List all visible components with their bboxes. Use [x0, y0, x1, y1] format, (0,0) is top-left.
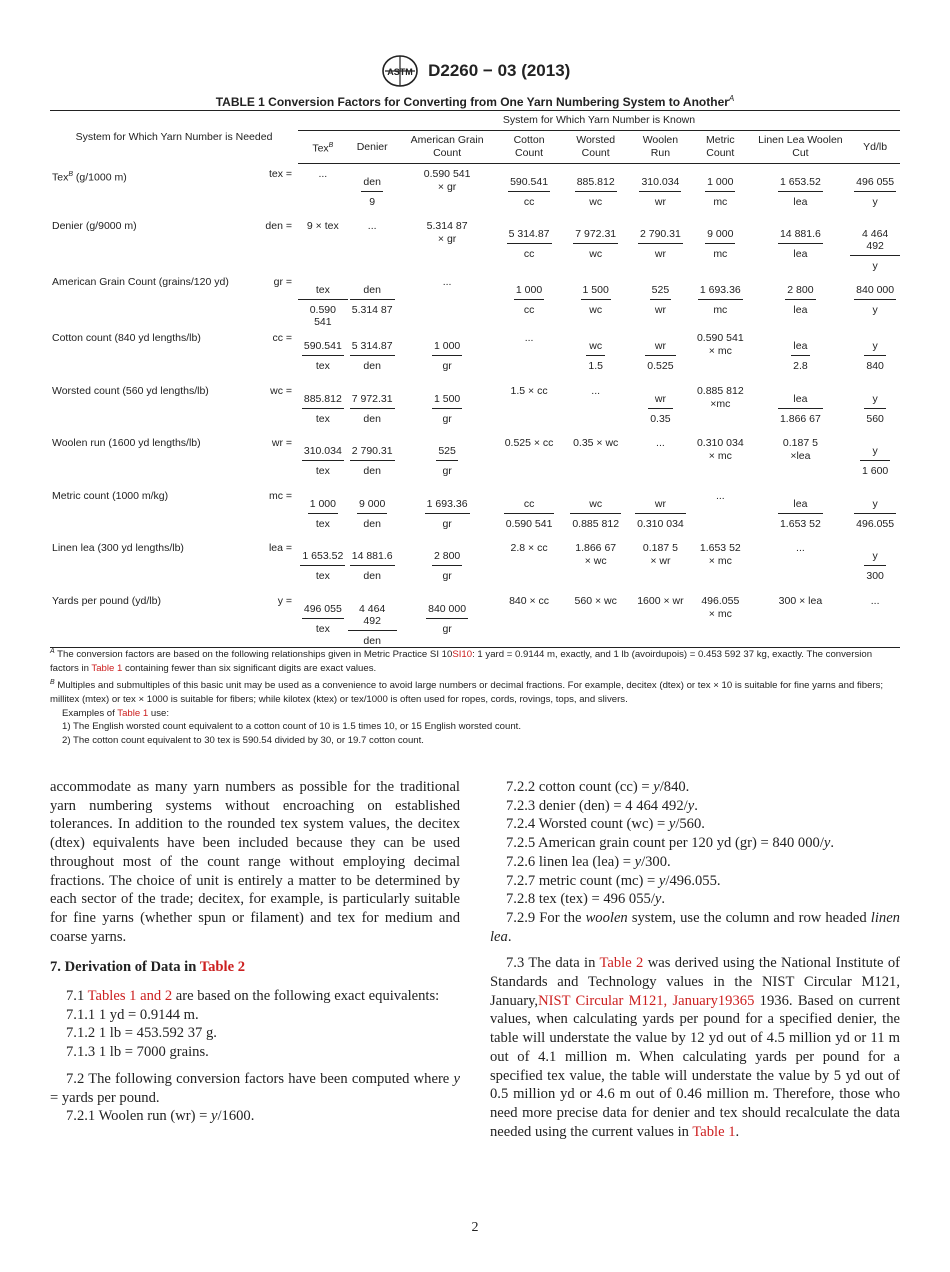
row-equation-symbol: lea =	[268, 542, 292, 555]
table-cell	[690, 164, 751, 217]
table-cell	[561, 272, 631, 328]
fraction: $\frac{\text{lea}}{1.653 52}$	[779, 497, 821, 530]
fraction: $\frac{590.541}{\text{tex}}$	[303, 340, 342, 373]
table-cell	[561, 216, 631, 272]
fraction: $\frac{wr}{0.35}$	[650, 392, 671, 425]
fraction: $\frac{wc}{1.5}$	[588, 340, 603, 373]
table-cell: 0.310 034 × mc	[696, 437, 744, 463]
row-equation-symbol: mc =	[268, 489, 292, 502]
fraction: $\frac{2 800}{\text{lea}}$	[787, 284, 814, 317]
fraction: $\frac{885.812}{\text{tex}}$	[303, 392, 342, 425]
fraction: $\frac{1 500}{wc}$	[582, 284, 609, 317]
paragraph-7-2-2: 7.2.2 cotton count (cc) = y/840.	[506, 779, 690, 795]
fraction: $\frac{310.034}{wr}$	[641, 176, 680, 208]
row-label: Cotton count (840 yd lengths/lb)	[52, 332, 201, 345]
table-cell	[298, 328, 348, 381]
fraction: $\frac{525}{gr}$	[438, 445, 456, 478]
fraction: $\frac{496 055}{y}$	[856, 176, 895, 208]
table-cell	[298, 433, 348, 486]
table-cell	[348, 164, 397, 217]
table-cell: 0.525 × cc	[504, 437, 554, 450]
table-cell	[850, 216, 900, 272]
table-cell	[298, 538, 348, 591]
table-cell	[850, 328, 900, 381]
table-cell	[850, 272, 900, 328]
tables-1-2-link[interactable]: Tables 1 and 2	[87, 988, 173, 1005]
col-header: Woolen Run	[631, 131, 690, 164]
fraction: $\frac{\text{tex}}{0.590 541}$	[298, 284, 348, 328]
row-equation-symbol: tex =	[268, 167, 292, 180]
table-cell	[631, 164, 690, 217]
fraction: $\frac{y}{560}$	[866, 392, 884, 425]
paragraph-7-1-2: 7.1.2 1 lb = 453.592 37 g.	[66, 1025, 217, 1042]
fraction: $\frac{\text{lea}}{1.866 67}$	[779, 392, 821, 425]
table-cell: ...	[850, 591, 900, 648]
fraction: $\frac{2 790.31}{wr}$	[639, 228, 681, 261]
paragraph-7-2-3: 7.2.3 denier (den) = 4 464 492/y.	[506, 797, 698, 814]
table-cell	[348, 328, 397, 381]
table-cell	[498, 272, 561, 328]
body-column-left	[50, 778, 460, 1126]
table-cell	[397, 328, 498, 381]
table-cell	[348, 538, 397, 591]
table-row	[50, 272, 900, 328]
col-header: Denier	[348, 131, 397, 164]
fraction: $\frac{7 972.31}{wc}$	[575, 228, 617, 261]
table-cell	[850, 164, 900, 217]
fraction: $\frac{496 055}{\text{tex}}$	[303, 603, 342, 636]
table-cell	[631, 216, 690, 272]
table-cell: ...	[656, 437, 665, 450]
fraction: $\frac{14 881.6}{\text{lea}}$	[779, 228, 821, 261]
row-equation-symbol: y =	[254, 591, 298, 648]
fraction: $\frac{wr}{0.525}$	[647, 340, 674, 373]
fraction: $\frac{1 693.36}{mc}$	[699, 284, 741, 317]
row-label: Linen lea (300 yd lengths/lb)	[52, 542, 184, 555]
row-label: Worsted count (560 yd lengths/lb)	[52, 384, 209, 397]
paragraph-7-2-4: 7.2.4 Worsted count (wc) = y/560.	[506, 816, 705, 833]
fraction: $\frac{9 000}{mc}$	[707, 228, 734, 261]
fraction: $\frac{wc}{0.885 812}$	[572, 497, 620, 530]
fraction: $\frac{1 000}{gr}$	[433, 340, 461, 373]
fraction: $\frac{cc}{0.590 541}$	[505, 497, 553, 530]
fraction: $\frac{885.812}{wc}$	[576, 176, 615, 208]
table-cell	[850, 433, 900, 486]
table-cell	[348, 486, 397, 539]
examples-intro: Examples of Table 1 use:	[62, 707, 170, 719]
table-cell: 0.590 541 × mc	[696, 332, 744, 358]
nist-circular-link[interactable]: NIST Circular M121, January19365	[538, 992, 755, 1009]
fraction: $\frac{5 314.87}{\text{den}}$	[351, 340, 393, 373]
table-cell	[631, 486, 690, 539]
row-label: American Grain Count (grains/120 yd)	[52, 276, 229, 289]
section-7-heading: 7. Derivation of Data in Table 2	[50, 959, 246, 976]
fraction: $\frac{4 464 492}{y}$	[850, 228, 900, 272]
table-cell	[498, 486, 561, 539]
paragraph-7-2-8: 7.2.8 tex (tex) = 496 055/y.	[506, 891, 666, 908]
fraction: $\frac{y}{1 600}$	[861, 445, 889, 478]
table-title: TABLE 1 Conversion Factors for Converting from One Yarn Numbering System to Another$^A$	[215, 94, 735, 109]
body-column-right	[490, 778, 900, 1141]
fraction: $\frac{2 800}{gr}$	[433, 550, 461, 583]
col-header: Tex$^B$	[298, 131, 348, 164]
table-cell	[348, 272, 397, 328]
table-cell	[397, 433, 498, 486]
table-cell: 5.314 87 × gr	[426, 220, 468, 246]
paragraph-7-2-1: 7.2.1 Woolen run (wr) = y/1600.	[66, 1108, 255, 1125]
fraction: $\frac{5 314.87}{cc}$	[508, 228, 550, 261]
table-row	[50, 328, 900, 381]
table-cell: 0.35 × wc	[573, 437, 619, 450]
paragraph-7-2-7: 7.2.7 metric count (mc) = y/496.055.	[506, 872, 721, 889]
table-cell: 560 × wc	[561, 591, 631, 648]
col-header-needed: System for Which Yarn Number is Needed	[50, 111, 298, 164]
table-cell	[397, 381, 498, 434]
table-cell	[561, 164, 631, 217]
paragraph-7-3: 7.3 The data in Table 2 was derived using the National Institute of Standards and Technology values in the NIST Circular M121, January,NIST Circular M121, January19365 1936. Based on current values, when calculating yards per pound for a specified denier, the table will understate the value by 12 yd out of 4.5 million yd or 11 m out of 4.1 million m. When calculating yards per pound for a specified tex value, the table will understate the value by 5 yd out of 0.5 million yd or 4.6 m out of 0.46 million m. Therefore, those who need more precise data for denier and tex should recalculate the data needed using the current values in Table 1.	[490, 955, 901, 1140]
fraction: $\frac{310.034}{\text{tex}}$	[303, 445, 342, 478]
fraction: $\frac{1 653.52}{\text{tex}}$	[302, 550, 344, 583]
table-cell: ...	[318, 168, 328, 180]
table-row	[50, 433, 900, 486]
page-number: 2	[471, 1220, 479, 1235]
col-header-known: System for Which Yarn Number is Known	[298, 111, 900, 131]
table-row	[50, 216, 900, 272]
table-cell	[298, 272, 348, 328]
table-cell	[298, 381, 348, 434]
table2-link[interactable]: Table 2	[199, 959, 246, 976]
table-cell	[298, 486, 348, 539]
row-equation-symbol: wr =	[271, 437, 292, 450]
fraction: $\frac{840 000}{gr}$	[428, 603, 467, 636]
table-cell	[751, 272, 851, 328]
row-equation-symbol: gr =	[273, 276, 292, 289]
table-cell	[690, 216, 751, 272]
table-cell: ...	[367, 220, 377, 233]
table-cell	[631, 381, 690, 434]
table-cell	[850, 538, 900, 591]
example-2: 2) The cotton count equivalent to 30 tex is 590.54 divided by 30, or 19.7 cotton count.	[62, 735, 424, 747]
row-label: Metric count (1000 m/kg)	[52, 489, 169, 502]
table-cell: ...	[796, 542, 805, 555]
page-header	[0, 54, 950, 88]
table1-link[interactable]: Table 1	[692, 1123, 736, 1140]
table-cell: 840 × cc	[498, 591, 561, 648]
table-cell: 1.653 52 × mc	[699, 542, 741, 568]
standard-designation: D2260 − 03 (2013)	[428, 61, 571, 80]
table-cell	[348, 381, 397, 434]
fraction: $\frac{1 000}{mc}$	[707, 176, 734, 208]
table-row	[50, 591, 900, 648]
table-cell	[751, 216, 851, 272]
table-cell	[561, 486, 631, 539]
row-equation-symbol: den =	[265, 220, 292, 233]
example-1: 1) The English worsted count equivalent to a cotton count of 10 is 1.5 times 10, or 15 English worsted count.	[62, 721, 521, 733]
table-cell: 0.590 541 × gr	[423, 168, 471, 193]
fraction: $\frac{840 000}{y}$	[856, 284, 895, 317]
footnote-a: $^A$ The conversion factors are based on the following relationships given in Metric Practice SI 10SI10: 1 yard = 0.9144 m, exactly, and 1 lb (avoirdupois) = 0.453 592 37 kg, exactly. The conversion factors in Table 1 containing fewer than six significant digits are exact values.	[50, 648, 873, 674]
table-cell	[850, 486, 900, 539]
table1-link[interactable]: Table 1	[91, 662, 123, 674]
fraction: $\frac{1 000}{cc}$	[515, 284, 543, 317]
table-cell: ...	[524, 332, 534, 345]
table-cell: 0.885 812 ×mc	[696, 384, 744, 410]
paragraph-7-2-6: 7.2.6 linen lea (lea) = y/300.	[506, 853, 671, 870]
paragraph-7-2-9: 7.2.9 For the woolen system, use the column and row headed linen lea.	[490, 909, 900, 945]
paragraph-7-1: 7.1 Tables 1 and 2 are based on the following exact equivalents:	[66, 988, 440, 1005]
fraction: $\frac{wr}{0.310 034}$	[637, 497, 684, 530]
table-cell	[751, 328, 851, 381]
paragraph-7-1-3: 7.1.3 1 lb = 7000 grains.	[66, 1044, 209, 1061]
col-header: American Grain Count	[397, 131, 498, 164]
fraction: $\frac{590.541}{cc}$	[510, 176, 549, 208]
fraction: $\frac{\text{den}}{5.314 87}$	[351, 284, 393, 317]
table-cell	[498, 164, 561, 217]
row-label: Tex$^B$ (g/1000 m)	[52, 170, 127, 183]
conversion-table	[50, 110, 900, 648]
col-header: Metric Count	[690, 131, 751, 164]
row-equation-symbol: cc =	[272, 332, 292, 345]
col-header: Linen Lea Woolen Cut	[751, 131, 851, 164]
fraction: $\frac{9 000}{\text{den}}$	[359, 497, 386, 530]
table-cell	[751, 486, 851, 539]
fraction: $\frac{7 972.31}{\text{den}}$	[351, 392, 393, 425]
table-cell	[850, 381, 900, 434]
table-footnotes	[50, 645, 900, 748]
fraction: $\frac{1 500}{gr}$	[433, 392, 461, 425]
table-cell	[397, 486, 498, 539]
fraction: $\frac{y}{496.055}$	[856, 497, 895, 530]
table-cell	[631, 272, 690, 328]
col-header: Worsted Count	[561, 131, 631, 164]
fraction: $\frac{2 790.31}{\text{den}}$	[351, 445, 393, 478]
astm-logo-icon	[380, 54, 420, 88]
table-cell: 1.5 × cc	[510, 384, 548, 397]
table1-link[interactable]: Table 1	[117, 707, 149, 719]
paragraph-continued: accommodate as many yarn numbers as possible for the traditional yarn numbering systems without encroaching on established tolerances. In addition to the rounded tex system values, the decitex (dtex) equivalents have been included because they can be used throughout most of the count range without employing decimal fractions. The choice of unit is entirely a matter to be determined by each sector of the trade; decitex, for example, is particularly suitable for fine yarns (whether spun or filament) and tex for medium and coarse yarns.	[50, 779, 460, 945]
footnote-b: $^B$ Multiples and submultiples of this basic unit may be used as a convenience to avoid large numbers or decimal fractions. For example, decitex (dtex) or tex × 10 is suitable for fine yarns and fibers; millitex (mtex) or tex × 1000 is suitable for fibers; while kilotex (ktex) or tex/1000 is often used for ropes, cords, rovings, tops, and slivers.	[50, 678, 884, 705]
table-cell: 2.8 × cc	[510, 542, 548, 555]
table-cell: 9 × tex	[306, 220, 339, 233]
table-cell	[631, 328, 690, 381]
fraction: $\frac{y}{840}$	[866, 340, 884, 373]
table-cell	[397, 538, 498, 591]
fraction: $\frac{y}{300}$	[866, 550, 884, 583]
svg-text:ASTM: ASTM	[386, 67, 413, 77]
table-cell	[348, 591, 397, 648]
col-header: Cotton Count	[498, 131, 561, 164]
fraction: $\frac{\text{den}}{9}$	[363, 176, 381, 208]
fraction: $\frac{1 653.52}{\text{lea}}$	[779, 176, 821, 208]
table-cell	[348, 433, 397, 486]
fraction: $\frac{525}{wr}$	[651, 284, 670, 317]
table-row	[50, 381, 900, 434]
table-cell	[751, 164, 851, 217]
table-cell: ...	[715, 489, 725, 502]
paragraph-7-2-5: 7.2.5 American grain count per 120 yd (gr) = 840 000/y.	[506, 835, 835, 852]
row-equation-symbol: wc =	[270, 384, 292, 397]
paragraph-7-2: 7.2 The following conversion factors have been computed where y = yards per pound.	[50, 1070, 460, 1106]
table-cell: 0.187 5 ×lea	[782, 437, 818, 463]
row-label: Denier (g/9000 m)	[52, 220, 137, 233]
table-row	[50, 538, 900, 591]
table-cell: 0.187 5 × wr	[642, 542, 678, 568]
table-cell	[298, 591, 348, 648]
table-row	[50, 486, 900, 539]
table-cell	[751, 381, 851, 434]
table-cell: 300 × lea	[751, 591, 851, 648]
table-cell	[397, 591, 498, 648]
table-cell	[498, 216, 561, 272]
si10-link[interactable]: SI10	[452, 649, 473, 661]
fraction: $\frac{4 464 492}{\text{den}}$	[348, 603, 397, 647]
table-cell	[690, 272, 751, 328]
table-cell: ...	[442, 276, 452, 289]
table-row	[50, 164, 900, 217]
table-cell: 496.055 × mc	[690, 591, 751, 648]
table-cell: 1600 × wr	[631, 591, 690, 648]
row-label: Woolen run (1600 yd lengths/lb)	[52, 437, 201, 450]
table-cell: 1.866 67 × wc	[575, 542, 617, 568]
fraction: $\frac{1 000}{\text{tex}}$	[309, 497, 336, 530]
col-header: Yd/lb	[850, 131, 900, 164]
row-label: Yards per pound (yd/lb)	[50, 591, 254, 648]
table2-link[interactable]: Table 2	[599, 955, 644, 972]
fraction: $\frac{\text{lea}}{2.8}$	[793, 340, 808, 373]
table-cell	[561, 328, 631, 381]
fraction: $\frac{1 693.36}{gr}$	[426, 497, 468, 530]
table-cell: ...	[591, 384, 601, 397]
paragraph-7-1-1: 7.1.1 1 yd = 0.9144 m.	[66, 1006, 199, 1023]
fraction: $\frac{14 881.6}{\text{den}}$	[351, 550, 393, 583]
